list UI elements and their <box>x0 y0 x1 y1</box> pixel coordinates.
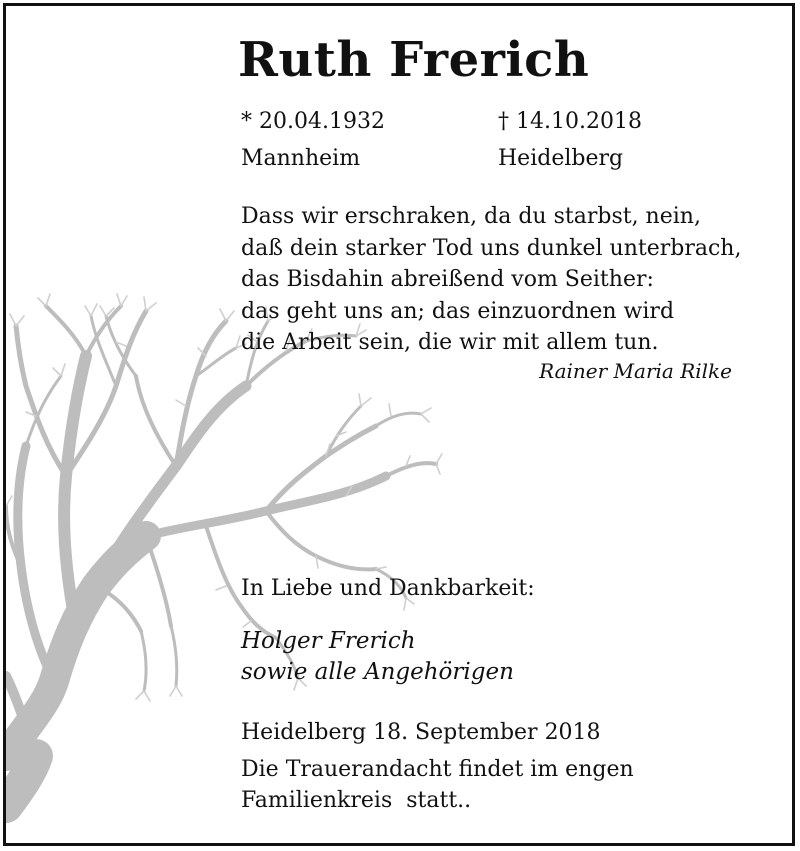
birth-date: * 20.04.1932 <box>241 109 385 134</box>
poem-line: daß dein starker Tod uns dunkel unterbrach, <box>241 235 742 261</box>
service-note-line: Familienkreis statt.. <box>241 788 472 813</box>
poem-author: Rainer Maria Rilke <box>539 359 732 383</box>
service-note <box>241 754 634 816</box>
service-note-line: Die Trauerandacht findet im engen <box>241 757 634 782</box>
thanks-line: In Liebe und Dankbarkeit: <box>241 576 535 601</box>
deceased-name: Ruth Frerich <box>238 32 590 88</box>
poem-line: die Arbeit sein, die wir mit allem tun. <box>241 330 659 355</box>
death-place: Heidelberg <box>498 146 624 171</box>
obituary-frame <box>3 3 795 846</box>
poem <box>241 201 741 359</box>
death-date: † 14.10.2018 <box>498 109 642 134</box>
poem-line: das Bisdahin abreißend vom Seither: <box>241 267 654 292</box>
poem-line: Dass wir erschraken, da du starbst, nein, <box>241 204 701 229</box>
birth-place: Mannheim <box>241 146 361 171</box>
signers <box>241 626 514 688</box>
death-info <box>498 103 642 177</box>
poem-line: das geht uns an; das einzuordnen wird <box>241 298 675 324</box>
place-date: Heidelberg 18. September 2018 <box>241 720 601 745</box>
signer-name: Holger Frerich <box>241 628 416 654</box>
signer-relatives: sowie alle Angehörigen <box>241 659 514 685</box>
birth-info <box>241 103 385 177</box>
